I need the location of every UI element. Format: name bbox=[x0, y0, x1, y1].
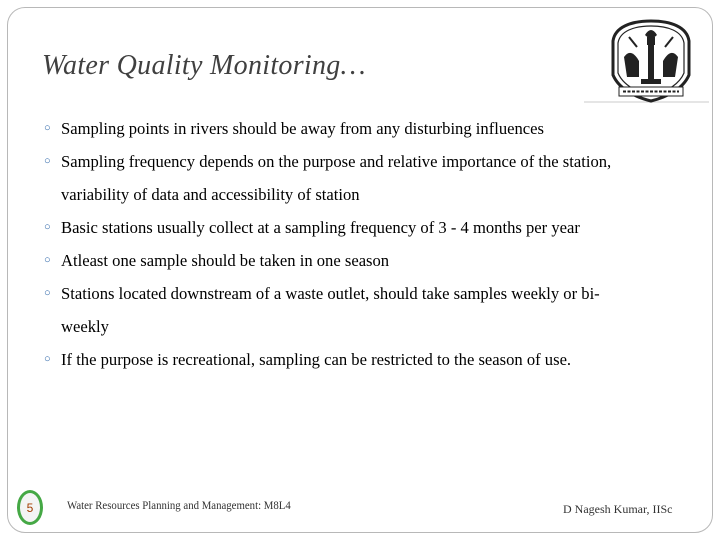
bullet-text: Stations located downstream of a waste outlet, should take samples weekly or bi- bbox=[61, 284, 600, 303]
bullet-text: If the purpose is recreational, sampling can be restricted to the season of use. bbox=[61, 350, 572, 369]
book-bullet-icon: ○ bbox=[44, 221, 51, 233]
footer-course: Water Resources Planning and Management: M8L4 bbox=[67, 498, 291, 512]
book-bullet-icon: ○ bbox=[44, 122, 51, 134]
bullet-item bbox=[44, 343, 664, 376]
footer-author: D Nagesh Kumar, IISc bbox=[563, 502, 673, 516]
bullet-text: Sampling frequency depends on the purpose and relative importance of the station, bbox=[61, 152, 612, 171]
page-number: 5 bbox=[26, 500, 34, 515]
bullet-continuation: weekly bbox=[61, 317, 109, 336]
iisc-emblem-icon bbox=[592, 16, 710, 104]
book-bullet-icon: ○ bbox=[44, 254, 51, 266]
book-bullet-icon: ○ bbox=[44, 155, 51, 167]
bullet-item bbox=[44, 244, 664, 277]
book-bullet-icon: ○ bbox=[44, 353, 51, 365]
bullet-item bbox=[44, 145, 664, 211]
bullet-item bbox=[44, 112, 664, 145]
bullet-continuation: variability of data and accessibility of station bbox=[61, 185, 360, 204]
bullet-text: Sampling points in rivers should be away from any disturbing influences bbox=[61, 119, 544, 138]
book-bullet-icon: ○ bbox=[44, 287, 51, 299]
bullet-list bbox=[44, 112, 664, 376]
slide-title: Water Quality Monitoring… bbox=[42, 50, 366, 81]
bullet-item bbox=[44, 277, 664, 343]
page-number-badge bbox=[17, 490, 43, 525]
bullet-item bbox=[44, 211, 664, 244]
bullet-text: Basic stations usually collect at a sampling frequency of 3 - 4 months per year bbox=[61, 218, 580, 237]
bullet-text: Atleast one sample should be taken in one season bbox=[61, 251, 390, 270]
